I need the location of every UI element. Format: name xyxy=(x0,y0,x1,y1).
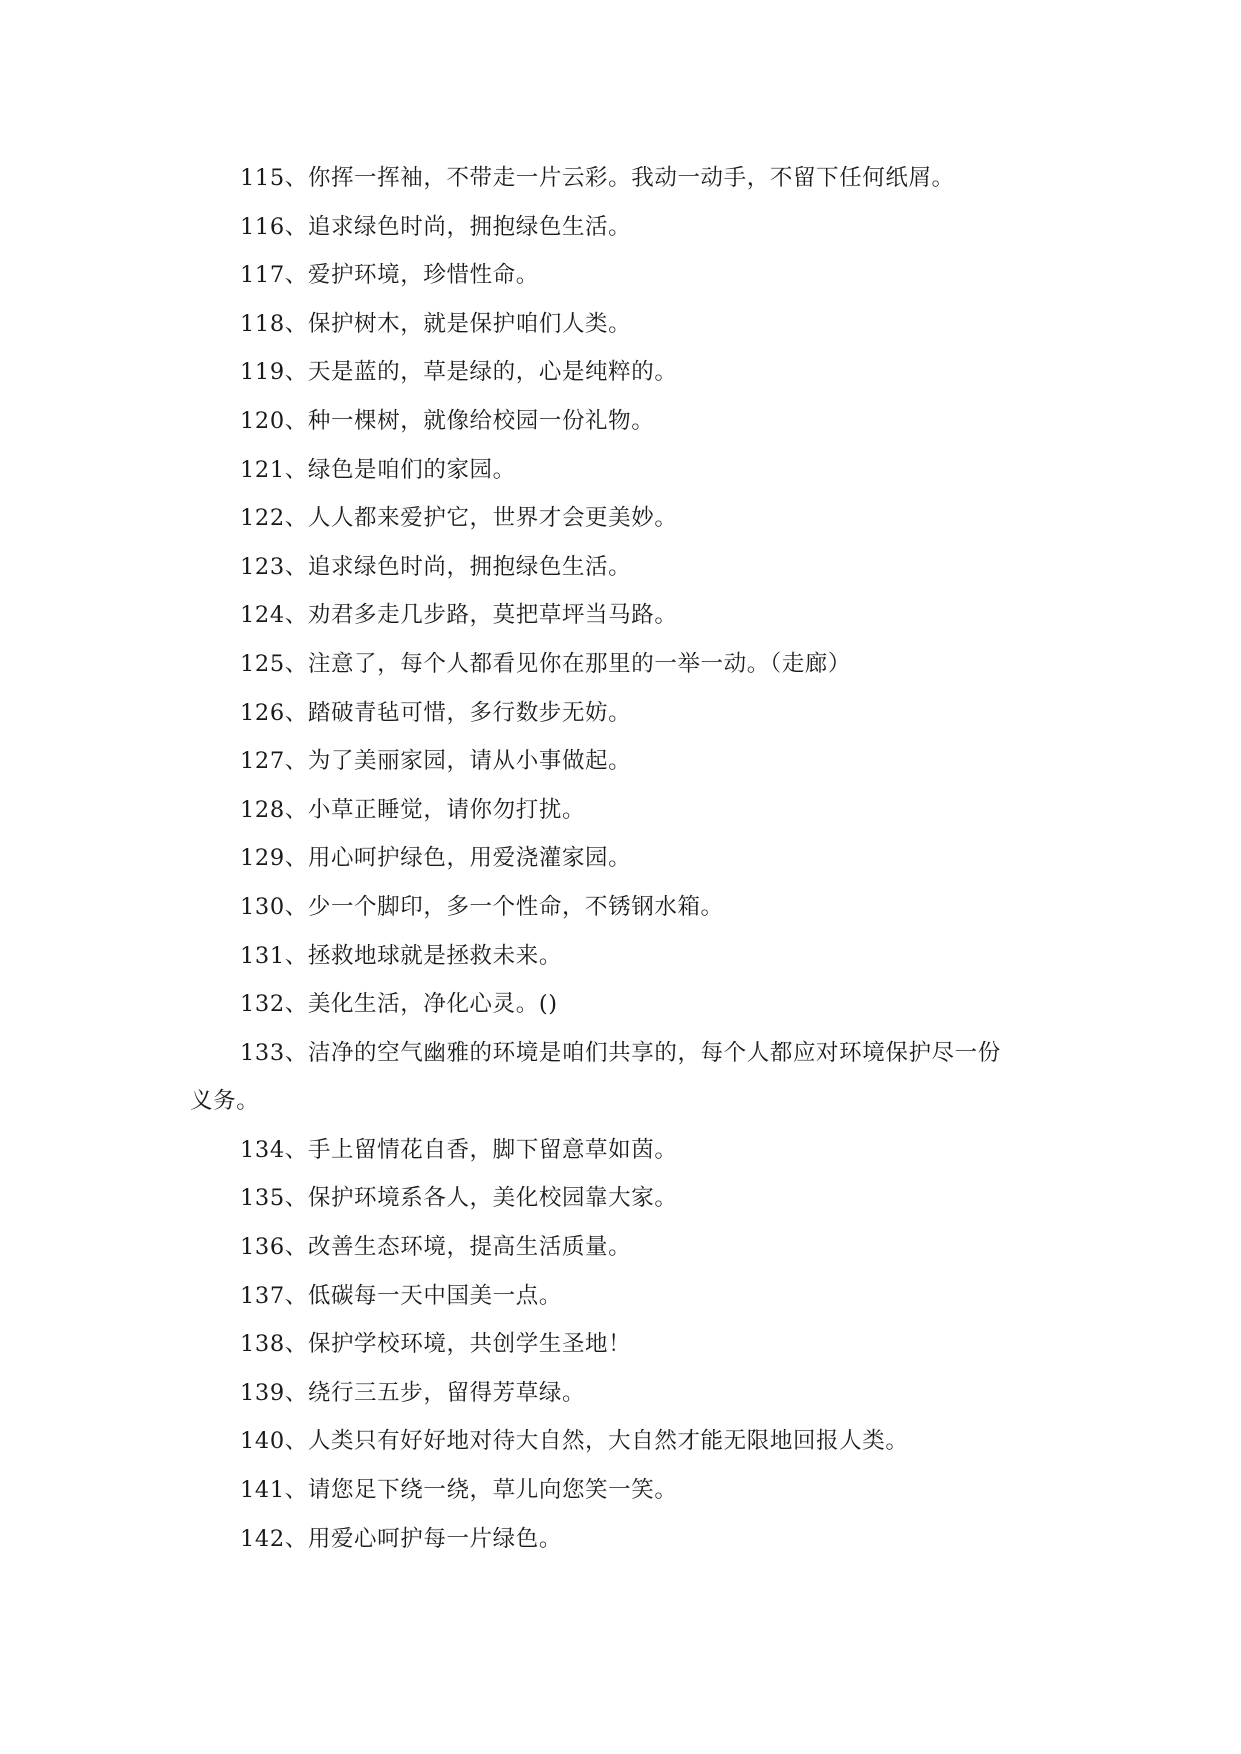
list-item: 123、追求绿色时尚，拥抱绿色生活。 xyxy=(240,553,632,580)
list-item: 116、追求绿色时尚，拥抱绿色生活。 xyxy=(240,213,632,240)
list-item: 126、踏破青毡可惜，多行数步无妨。 xyxy=(240,699,632,726)
list-item: 117、爱护环境，珍惜性命。 xyxy=(240,262,539,289)
list-item: 118、保护树木，就是保护咱们人类。 xyxy=(240,310,632,337)
list-item: 140、人类只有好好地对待大自然，大自然才能无限地回报人类。 xyxy=(240,1428,909,1455)
list-item: 130、少一个脚印，多一个性命，不锈钢水箱。 xyxy=(240,893,724,920)
list-item: 136、改善生态环境，提高生活质量。 xyxy=(240,1234,632,1261)
list-item: 127、为了美丽家园，请从小事做起。 xyxy=(240,748,632,775)
list-item: 115、你挥一挥袖，不带走一片云彩。我动一动手，不留下任何纸屑。 xyxy=(240,165,955,191)
list-item: 131、拯救地球就是拯救未来。 xyxy=(240,942,562,969)
list-item: 138、保护学校环境，共创学生圣地！ xyxy=(240,1331,632,1358)
list-item: 133、洁净的空气幽雅的环境是咱们共享的，每个人都应对环境保护尽一份 xyxy=(240,1039,1001,1066)
list-item: 120、种一棵树，就像给校园一份礼物。 xyxy=(240,407,655,434)
list-item: 141、请您足下绕一绕，草儿向您笑一笑。 xyxy=(240,1477,678,1504)
list-item: 134、手上留情花自香，脚下留意草如茵。 xyxy=(240,1136,678,1163)
list-item: 137、低碳每一天中国美一点。 xyxy=(240,1282,562,1309)
list-item: 124、劝君多走几步路，莫把草坪当马路。 xyxy=(240,602,678,629)
list-item: 129、用心呵护绿色，用爱浇灌家园。 xyxy=(240,845,632,872)
slogan-list xyxy=(190,154,1060,1563)
list-item: 121、绿色是咱们的家园。 xyxy=(240,456,516,483)
list-item: 122、人人都来爱护它，世界才会更美妙。 xyxy=(240,505,678,532)
list-item: 139、绕行三五步，留得芳草绿。 xyxy=(240,1379,586,1406)
list-item: 142、用爱心呵护每一片绿色。 xyxy=(240,1525,562,1552)
list-item-continuation: 义务。 xyxy=(190,1088,260,1115)
list-item: 128、小草正睡觉，请你勿打扰。 xyxy=(240,796,586,823)
list-item: 132、美化生活，净化心灵。() xyxy=(240,991,558,1018)
list-item: 125、注意了，每个人都看见你在那里的一举一动。（走廊） xyxy=(240,650,851,677)
list-item: 135、保护环境系各人，美化校园靠大家。 xyxy=(240,1185,678,1212)
list-item: 119、天是蓝的，草是绿的，心是纯粹的。 xyxy=(240,359,678,386)
